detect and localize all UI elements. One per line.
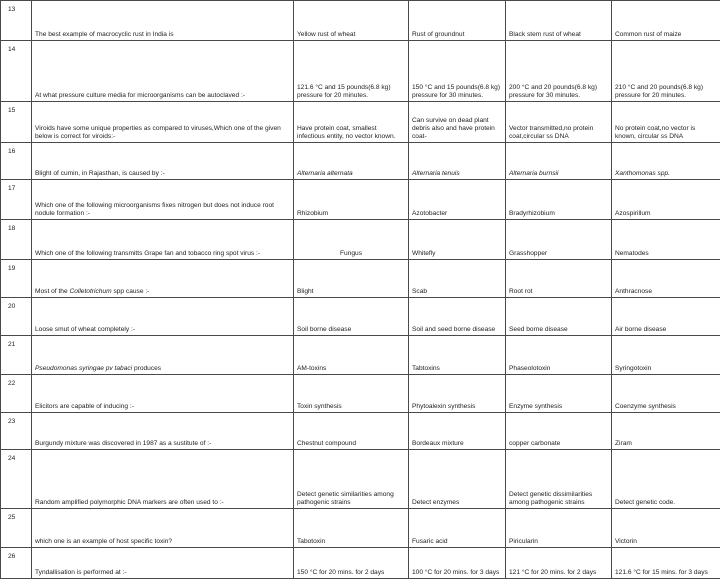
question-cell: Tyndallisation is performed at :- xyxy=(32,548,294,579)
option-b-cell: Phytoalexin synthesis xyxy=(409,375,506,413)
question-cell: Random amplified polymorphic DNA markers are often used to :- xyxy=(32,450,294,509)
question-text: produces xyxy=(132,365,161,372)
row-number: 13 xyxy=(1,1,32,41)
option-c-cell: Piricularin xyxy=(506,509,612,548)
option-c-cell: Vector transmitted,no protein coat,circular ss DNA xyxy=(506,102,612,143)
row-number: 25 xyxy=(1,509,32,548)
option-d-cell: 121.6 °C for 15 mins. for 3 days xyxy=(612,548,720,579)
option-d-cell: Ziram xyxy=(612,413,720,450)
option-a-cell: Blight xyxy=(294,260,409,298)
option-c-cell: copper carbonate xyxy=(506,413,612,450)
option-a-cell: Toxin synthesis xyxy=(294,375,409,413)
row-number: 15 xyxy=(1,102,32,143)
row-number: 22 xyxy=(1,375,32,413)
option-c-cell: Alternaria burnsii xyxy=(506,143,612,180)
option-b-cell: Tabtoxins xyxy=(409,336,506,375)
row-number: 21 xyxy=(1,336,32,375)
option-b-cell: Bordeaux mixture xyxy=(409,413,506,450)
table-row xyxy=(1,509,720,548)
option-b-cell: 150 °C and 15 pounds(6.8 kg) pressure for 30 minutes. xyxy=(409,41,506,102)
option-d-cell: Anthracnose xyxy=(612,260,720,298)
option-d-cell: Coenzyme synthesis xyxy=(612,375,720,413)
row-number: 17 xyxy=(1,180,32,220)
table-row xyxy=(1,260,720,298)
question-cell: Which one of the following transmitts Grape fan and tobacco ring spot virus :- xyxy=(32,220,294,260)
option-a-cell: AM-toxins xyxy=(294,336,409,375)
option-c-cell: 121 °C for 20 mins. for 2 days xyxy=(506,548,612,579)
question-cell: The best example of macrocyclic rust in India is xyxy=(32,1,294,41)
option-a-cell: Have protein coat, smallest infectious entity, no vector known. xyxy=(294,102,409,143)
option-b-cell: Soil and seed borne disease xyxy=(409,298,506,336)
option-d-cell: Syringotoxin xyxy=(612,336,720,375)
option-a-cell: Fungus xyxy=(294,220,409,260)
option-a-cell: Yellow rust of wheat xyxy=(294,1,409,41)
option-c-cell: Grasshopper xyxy=(506,220,612,260)
question-text: Most of the xyxy=(35,288,69,295)
option-a-cell: Alternaria alternata xyxy=(294,143,409,180)
option-b-cell: Scab xyxy=(409,260,506,298)
table-row xyxy=(1,450,720,509)
option-d-cell: Detect genetic code. xyxy=(612,450,720,509)
option-a-cell: 150 °C for 20 mins. for 2 days xyxy=(294,548,409,579)
option-d-cell: 210 °C and 20 pounds(6.8 kg) pressure for 20 minutes. xyxy=(612,41,720,102)
option-b-cell: Azotobacter xyxy=(409,180,506,220)
table-row xyxy=(1,336,720,375)
question-cell xyxy=(32,336,294,375)
option-b-cell: Alternaria tenuis xyxy=(409,143,506,180)
row-number: 26 xyxy=(1,548,32,579)
question-cell: Elicitors are capable of inducing :- xyxy=(32,375,294,413)
question-cell: Loose smut of wheat completely :- xyxy=(32,298,294,336)
option-c-cell: 200 °C and 20 pounds(6.8 kg) pressure for 30 minutes. xyxy=(506,41,612,102)
option-d-cell: Air borne disease xyxy=(612,298,720,336)
option-c-cell: Black stem rust of wheat xyxy=(506,1,612,41)
table-row xyxy=(1,143,720,180)
option-b-cell: 100 °C for 20 mins. for 3 days xyxy=(409,548,506,579)
option-a-cell: Tabotoxin xyxy=(294,509,409,548)
row-number: 19 xyxy=(1,260,32,298)
option-c-cell: Seed borne disease xyxy=(506,298,612,336)
option-d-cell: Azospirillum xyxy=(612,180,720,220)
row-number: 24 xyxy=(1,450,32,509)
option-c-cell: Detect genetic dissimilarities among pathogenic strains xyxy=(506,450,612,509)
option-a-cell: Detect genetic similarities among pathogenic strains xyxy=(294,450,409,509)
table-row xyxy=(1,375,720,413)
option-d-cell: Xanthomonas spp. xyxy=(612,143,720,180)
question-italic-text: Pseudomonas syringae pv tabaci xyxy=(35,365,132,372)
row-number: 18 xyxy=(1,220,32,260)
option-a-cell: Chestnut compound xyxy=(294,413,409,450)
option-a-cell: 121.6 °C and 15 pounds(6.8 kg) pressure for 20 minutes. xyxy=(294,41,409,102)
option-c-cell: Phaseolotoxin xyxy=(506,336,612,375)
option-d-cell: Victorin xyxy=(612,509,720,548)
question-cell xyxy=(32,260,294,298)
option-a-cell: Rhizobium xyxy=(294,180,409,220)
option-b-cell: Fusaric acid xyxy=(409,509,506,548)
option-b-cell: Rust of groundnut xyxy=(409,1,506,41)
option-d-cell: No protein coat,no vector is known, circular ss DNA xyxy=(612,102,720,143)
question-cell: which one is an example of host specific toxin? xyxy=(32,509,294,548)
option-b-cell: Detect enzymes xyxy=(409,450,506,509)
option-c-cell: Root rot xyxy=(506,260,612,298)
option-c-cell: Bradyrhizobium xyxy=(506,180,612,220)
table-row xyxy=(1,102,720,143)
row-number: 16 xyxy=(1,143,32,180)
question-cell: Which one of the following microorganisms fixes nitrogen but does not induce root nodule formation :- xyxy=(32,180,294,220)
table-row xyxy=(1,1,720,41)
question-cell: Burgundy mixture was discovered in 1987 as a sustitute of :- xyxy=(32,413,294,450)
table-row xyxy=(1,298,720,336)
question-cell: Viroids have some unique properties as compared to viruses,Which one of the given below is correct for viroids:- xyxy=(32,102,294,143)
table-row xyxy=(1,180,720,220)
question-cell: Blight of cumin, in Rajasthan, is caused by :- xyxy=(32,143,294,180)
option-d-cell: Nematodes xyxy=(612,220,720,260)
question-cell: At what pressure culture media for microorganisms can be autoclaved :- xyxy=(32,41,294,102)
row-number: 20 xyxy=(1,298,32,336)
option-a-cell: Soil borne disease xyxy=(294,298,409,336)
question-italic-text: Colletotrichum xyxy=(69,288,111,295)
table-row xyxy=(1,41,720,102)
table-row xyxy=(1,548,720,579)
option-b-cell: Whitefly xyxy=(409,220,506,260)
row-number: 14 xyxy=(1,41,32,102)
option-c-cell: Enzyme synthesis xyxy=(506,375,612,413)
question-text: spp cause :- xyxy=(112,288,150,295)
row-number: 23 xyxy=(1,413,32,450)
option-d-cell: Common rust of maize xyxy=(612,1,720,41)
option-b-cell: Can survive on dead plant debris also and have protein coat- xyxy=(409,102,506,143)
table-row xyxy=(1,220,720,260)
table-row xyxy=(1,413,720,450)
